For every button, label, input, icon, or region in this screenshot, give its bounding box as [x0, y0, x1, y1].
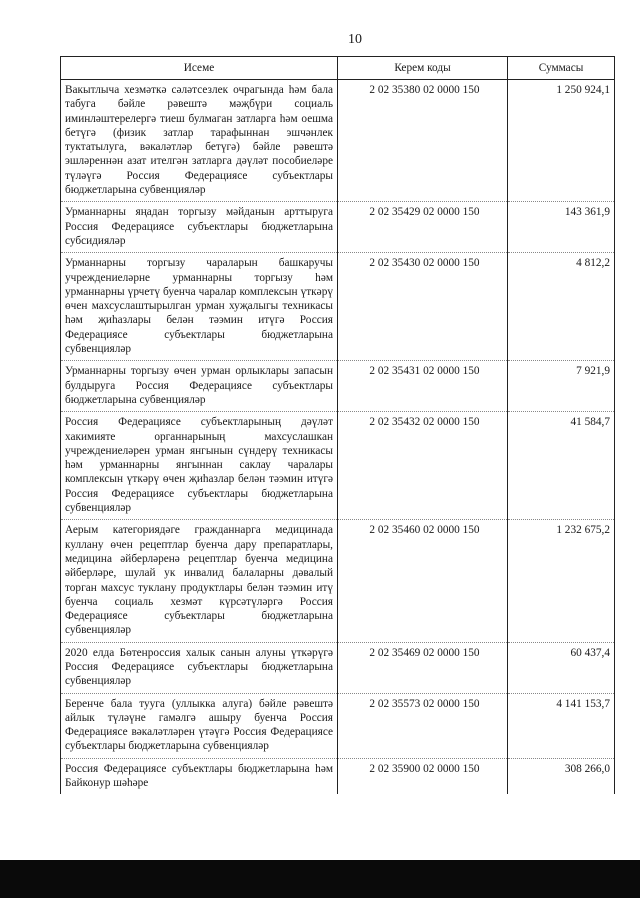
- row-name: Россия Федерациясе субъектларының дәүләт хакимияте органнарының махсуслашкан учреждениеләрен урман янгынын сүндерү техникасы һәм урманнарны янгыннан саклау чаралары комплексын үткәрү өчен җиһазлар белән тәэмин итүгә Россия Федерациясе субъектлары бюджетларына субвенцияләр: [61, 412, 338, 520]
- row-name: Урманнарны яңадан торгызу мәйданын арттыруга Россия Федерациясе субъектлары бюджетларына субсидияләр: [61, 202, 338, 253]
- row-name: Беренче бала туугa (уллыкка алуга) бәйле рәвештә айлык түләүне гамәлгә ашыру буенча Россия Федерациясе вәкаләтләрен үтәүгә Россия Федерациясе субъектлары бюджетларына субвенцияләр: [61, 693, 338, 758]
- row-code: 2 02 35460 02 0000 150: [338, 520, 508, 642]
- table-row: [61, 642, 615, 693]
- header-name: Исеме: [61, 57, 338, 80]
- row-sum: 1 232 675,2: [508, 520, 615, 642]
- row-name: Урманнарны торгызу өчен урман орлыклары запасын булдыруга Россия Федерациясе субъектлары бюджетларына субвенцияләр: [61, 361, 338, 412]
- row-name: Урманнарны торгызу чараларын башкаручы учреждениеләрне урманнарны торгызу һәм урманнарны үрчетү буенча чаралар комплексын үткәрү өчен махсуслаштырылган урман хуҗалыгы техникасы һәм җиһазлары белән тәэмин итүгә Россия Федерациясе субъектлары бюджетларына субвенцияләр: [61, 253, 338, 361]
- table-row: [61, 361, 615, 412]
- row-code: 2 02 35430 02 0000 150: [338, 253, 508, 361]
- scan-edge-bar: [0, 860, 640, 898]
- row-code: 2 02 35432 02 0000 150: [338, 412, 508, 520]
- row-code: 2 02 35429 02 0000 150: [338, 202, 508, 253]
- row-code: 2 02 35431 02 0000 150: [338, 361, 508, 412]
- header-sum: Суммасы: [508, 57, 615, 80]
- table-row: [61, 253, 615, 361]
- row-sum: 41 584,7: [508, 412, 615, 520]
- header-code: Керем коды: [338, 57, 508, 80]
- row-sum: 1 250 924,1: [508, 80, 615, 202]
- row-name: 2020 елда Бөтенроссия халык санын алуны үткәрүгә Россия Федерациясе субъектлары бюджетларына субвенцияләр: [61, 642, 338, 693]
- table-row: [61, 520, 615, 642]
- row-code: 2 02 35469 02 0000 150: [338, 642, 508, 693]
- row-sum: 60 437,4: [508, 642, 615, 693]
- row-name: Аерым категориядәге гражданнарга медицинада куллану өчен рецептлар буенча дару препаратлары, медицина әйберләренә рецептлар буенча медицина әйберләре, шулай ук инвалид балаларны дәвалый торган махсус туклану продуктлары белән тәэмин итү буенча социаль хезмәт күрсәтүләргә Россия Федерациясе субъектлары бюджетларына субвенцияләр: [61, 520, 338, 642]
- budget-table: [60, 56, 615, 794]
- row-name: Вакытлыча хезмәткә сәләтсезлек очрагында һәм бала табуга бәйле рәвештә мәҗбүри социаль иминләштерелергә тиеш булмаган затларга һәм оешма бетүгә (физик затлар тарафыннан эшчәнлек туктатылуга, вәкаләтләр бетүгә) бәйле рәвештә эшләреннән азат ителгән затларга дәүләт пособиеләре түләүгә Россия Федерациясе субъектлары бюджетларына субвенцияләр: [61, 80, 338, 202]
- row-code: 2 02 35900 02 0000 150: [338, 758, 508, 794]
- table-row: [61, 758, 615, 794]
- row-code: 2 02 35573 02 0000 150: [338, 693, 508, 758]
- table-header-row: [61, 57, 615, 80]
- row-sum: 4 812,2: [508, 253, 615, 361]
- row-name: Россия Федерациясе субъектлары бюджетларына һәм Байконур шәһәре: [61, 758, 338, 794]
- row-code: 2 02 35380 02 0000 150: [338, 80, 508, 202]
- table-row: [61, 693, 615, 758]
- page-number: 10: [348, 32, 362, 47]
- row-sum: 4 141 153,7: [508, 693, 615, 758]
- row-sum: 7 921,9: [508, 361, 615, 412]
- row-sum: 308 266,0: [508, 758, 615, 794]
- table-row: [61, 80, 615, 202]
- row-sum: 143 361,9: [508, 202, 615, 253]
- table-row: [61, 412, 615, 520]
- table-row: [61, 202, 615, 253]
